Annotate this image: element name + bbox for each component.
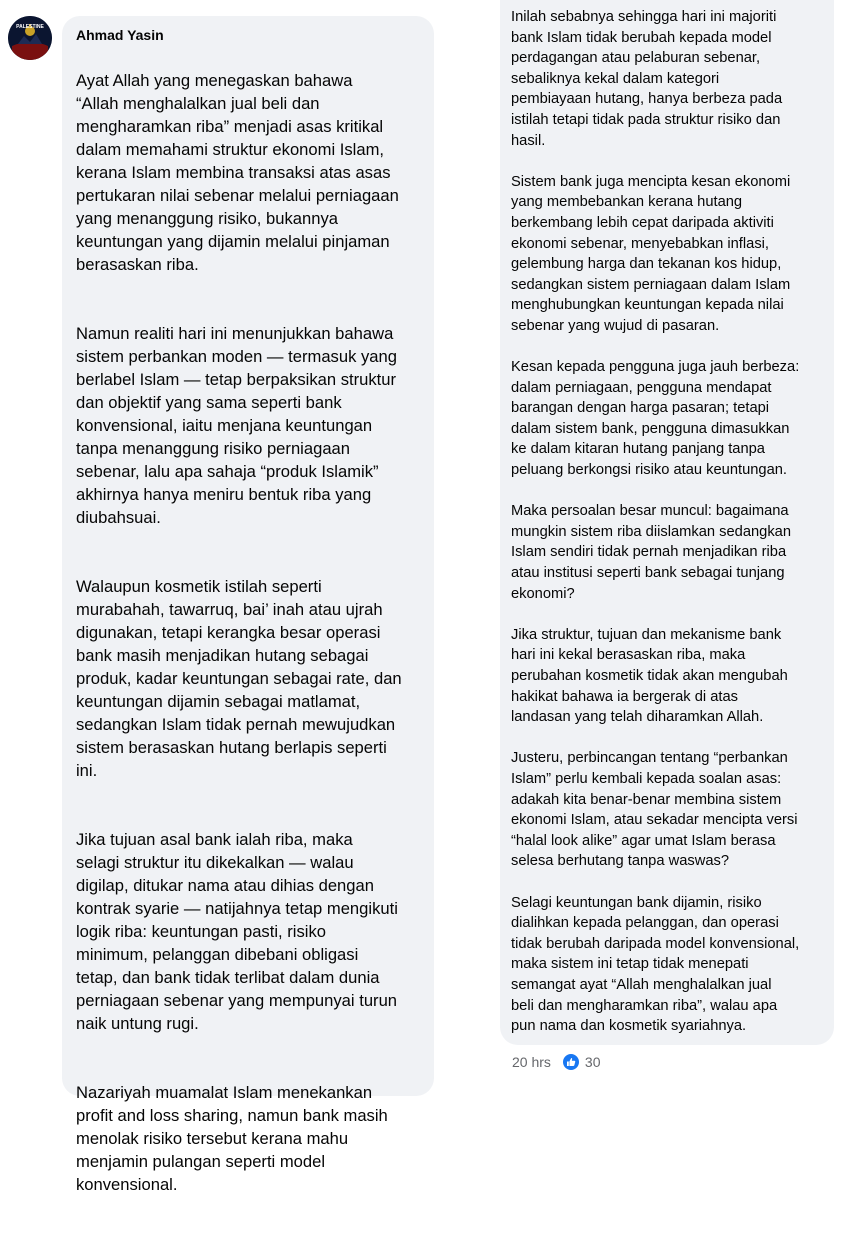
comment-bubble-left xyxy=(62,16,434,1194)
comment-body-left xyxy=(76,46,421,1242)
paragraph: Ayat Allah yang menegaskan bahawa “Allah menghalalkan jual beli dan mengharamkan riba” menjadi asas kritikal dalam memahami struktur ekonomi Islam, kerana Islam membina transaksi atas asas pertukaran nilai sebenar melalui perniagaan yang menanggung risiko, bukannya keuntungan yang dijamin melalui pinjaman berasaskan riba. xyxy=(76,71,399,274)
paragraph: Sistem bank juga mencipta kesan ekonomi yang membebankan kerana hutang berkembang lebih cepat daripada aktiviti ekonomi sebenar, menyebabkan inflasi, gelembung harga dan tekanan kos hidup, sedangkan sistem perniagaan dalam Islam menghubungkan keuntungan kepada nilai sebenar yang wujud di pasaran. xyxy=(511,173,791,334)
paragraph: Jika tujuan asal bank ialah riba, maka selagi struktur itu dikekalkan — walau digilap, ditukar nama atau dihias dengan kontrak syarie — natijahnya tetap mengikuti logik riba: keuntungan pasti, risiko minimum, pelanggan dibebani obligasi tetap, dan bank tidak terlibat dalam dunia perniagaan sebenar yang mempunyai turun naik untung rugi. xyxy=(76,830,398,1033)
timestamp[interactable]: 20 hrs xyxy=(512,1054,551,1070)
paragraph: Maka persoalan besar muncul: bagaimana mungkin sistem riba diislamkan sedangkan Islam sendiri tidak pernah menjadikan riba atau institusi seperti bank sebagai tunjang ekonomi? xyxy=(511,503,792,602)
paragraph: Walaupun kosmetik istilah seperti murabahah, tawarruq, bai’ inah atau ujrah digunakan, tetapi kerangka besar operasi bank masih menjadikan hutang sebagai produk, kadar keuntungan sebagai rate, dan keuntungan dijamin sebagai matlamat, sedangkan Islam tidak pernah mewujudkan sistem berasaskan hutang berlapis seperti ini. xyxy=(76,577,402,780)
author-name[interactable]: Ahmad Yasin xyxy=(76,27,164,43)
paragraph: Nazariyah muamalat Islam menekankan profit and loss sharing, namun bank masih menolak risiko tersebut kerana mahu menjamin pulangan seperti model konvensional. xyxy=(76,1083,388,1194)
paragraph: Namun realiti hari ini menunjukkan bahawa sistem perbankan moden — termasuk yang berlabel Islam — tetap berpaksikan struktur dan objektif yang sama seperti bank konvensional, iaitu menjana keuntungan tanpa menanggung risiko perniagaan sebenar, lalu apa sahaja “produk Islamik” akhirnya hanya meniru bentuk riba yang diubahsuai. xyxy=(76,324,397,527)
paragraph: Inilah sebabnya sehingga hari ini majoriti bank Islam tidak berubah kepada model perdagangan atau pelaburan sebenar, sebaliknya kekal dalam kategori pembiayaan hutang, hanya berbeza pada istilah tetapi tidak pada struktur risiko dan hasil. xyxy=(511,9,783,149)
paragraph: Selagi keuntungan bank dijamin, risiko dialihkan kepada pelanggan, dan operasi tidak berubah daripada model konvensional, maka sistem ini tetap tidak menepati semangat ayat “Allah menghalalkan jual beli dan mengharamkan riba”, walau apa pun nama dan kosmetik syariahnya. xyxy=(511,894,800,1035)
comment-meta xyxy=(512,1052,601,1072)
paragraph: Kesan kepada pengguna juga jauh berbeza: dalam perniagaan, pengguna mendapat barangan dengan harga pasaran; tetapi dalam sistem bank, pengguna dimasukkan ke dalam kitaran hutang panjang tanpa peluang berkongsi risiko atau keuntungan. xyxy=(511,359,800,479)
reaction-count[interactable]: 30 xyxy=(584,1054,601,1070)
avatar-text: PALESTINE xyxy=(16,24,44,30)
comment-bubble-right xyxy=(500,0,834,1045)
paragraph: Justeru, perbincangan tentang “perbankan Islam” perlu kembali kepada soalan asas: adakah kita benar-benar membina sistem ekonomi Islam, atau sekadar mencipta versi “halal look alike” agar umat Islam berasa selesa berhutang tanpa waswas? xyxy=(511,750,798,870)
like-icon[interactable] xyxy=(563,1054,579,1070)
paragraph: Jika struktur, tujuan dan mekanisme bank hari ini kekal berasaskan riba, maka perubahan kosmetik tidak akan mengubah hakikat bahawa ia bergerak di atas landasan yang telah diharamkan Allah. xyxy=(511,626,788,726)
comment-body-right xyxy=(511,7,824,1037)
author-avatar[interactable] xyxy=(8,16,52,60)
